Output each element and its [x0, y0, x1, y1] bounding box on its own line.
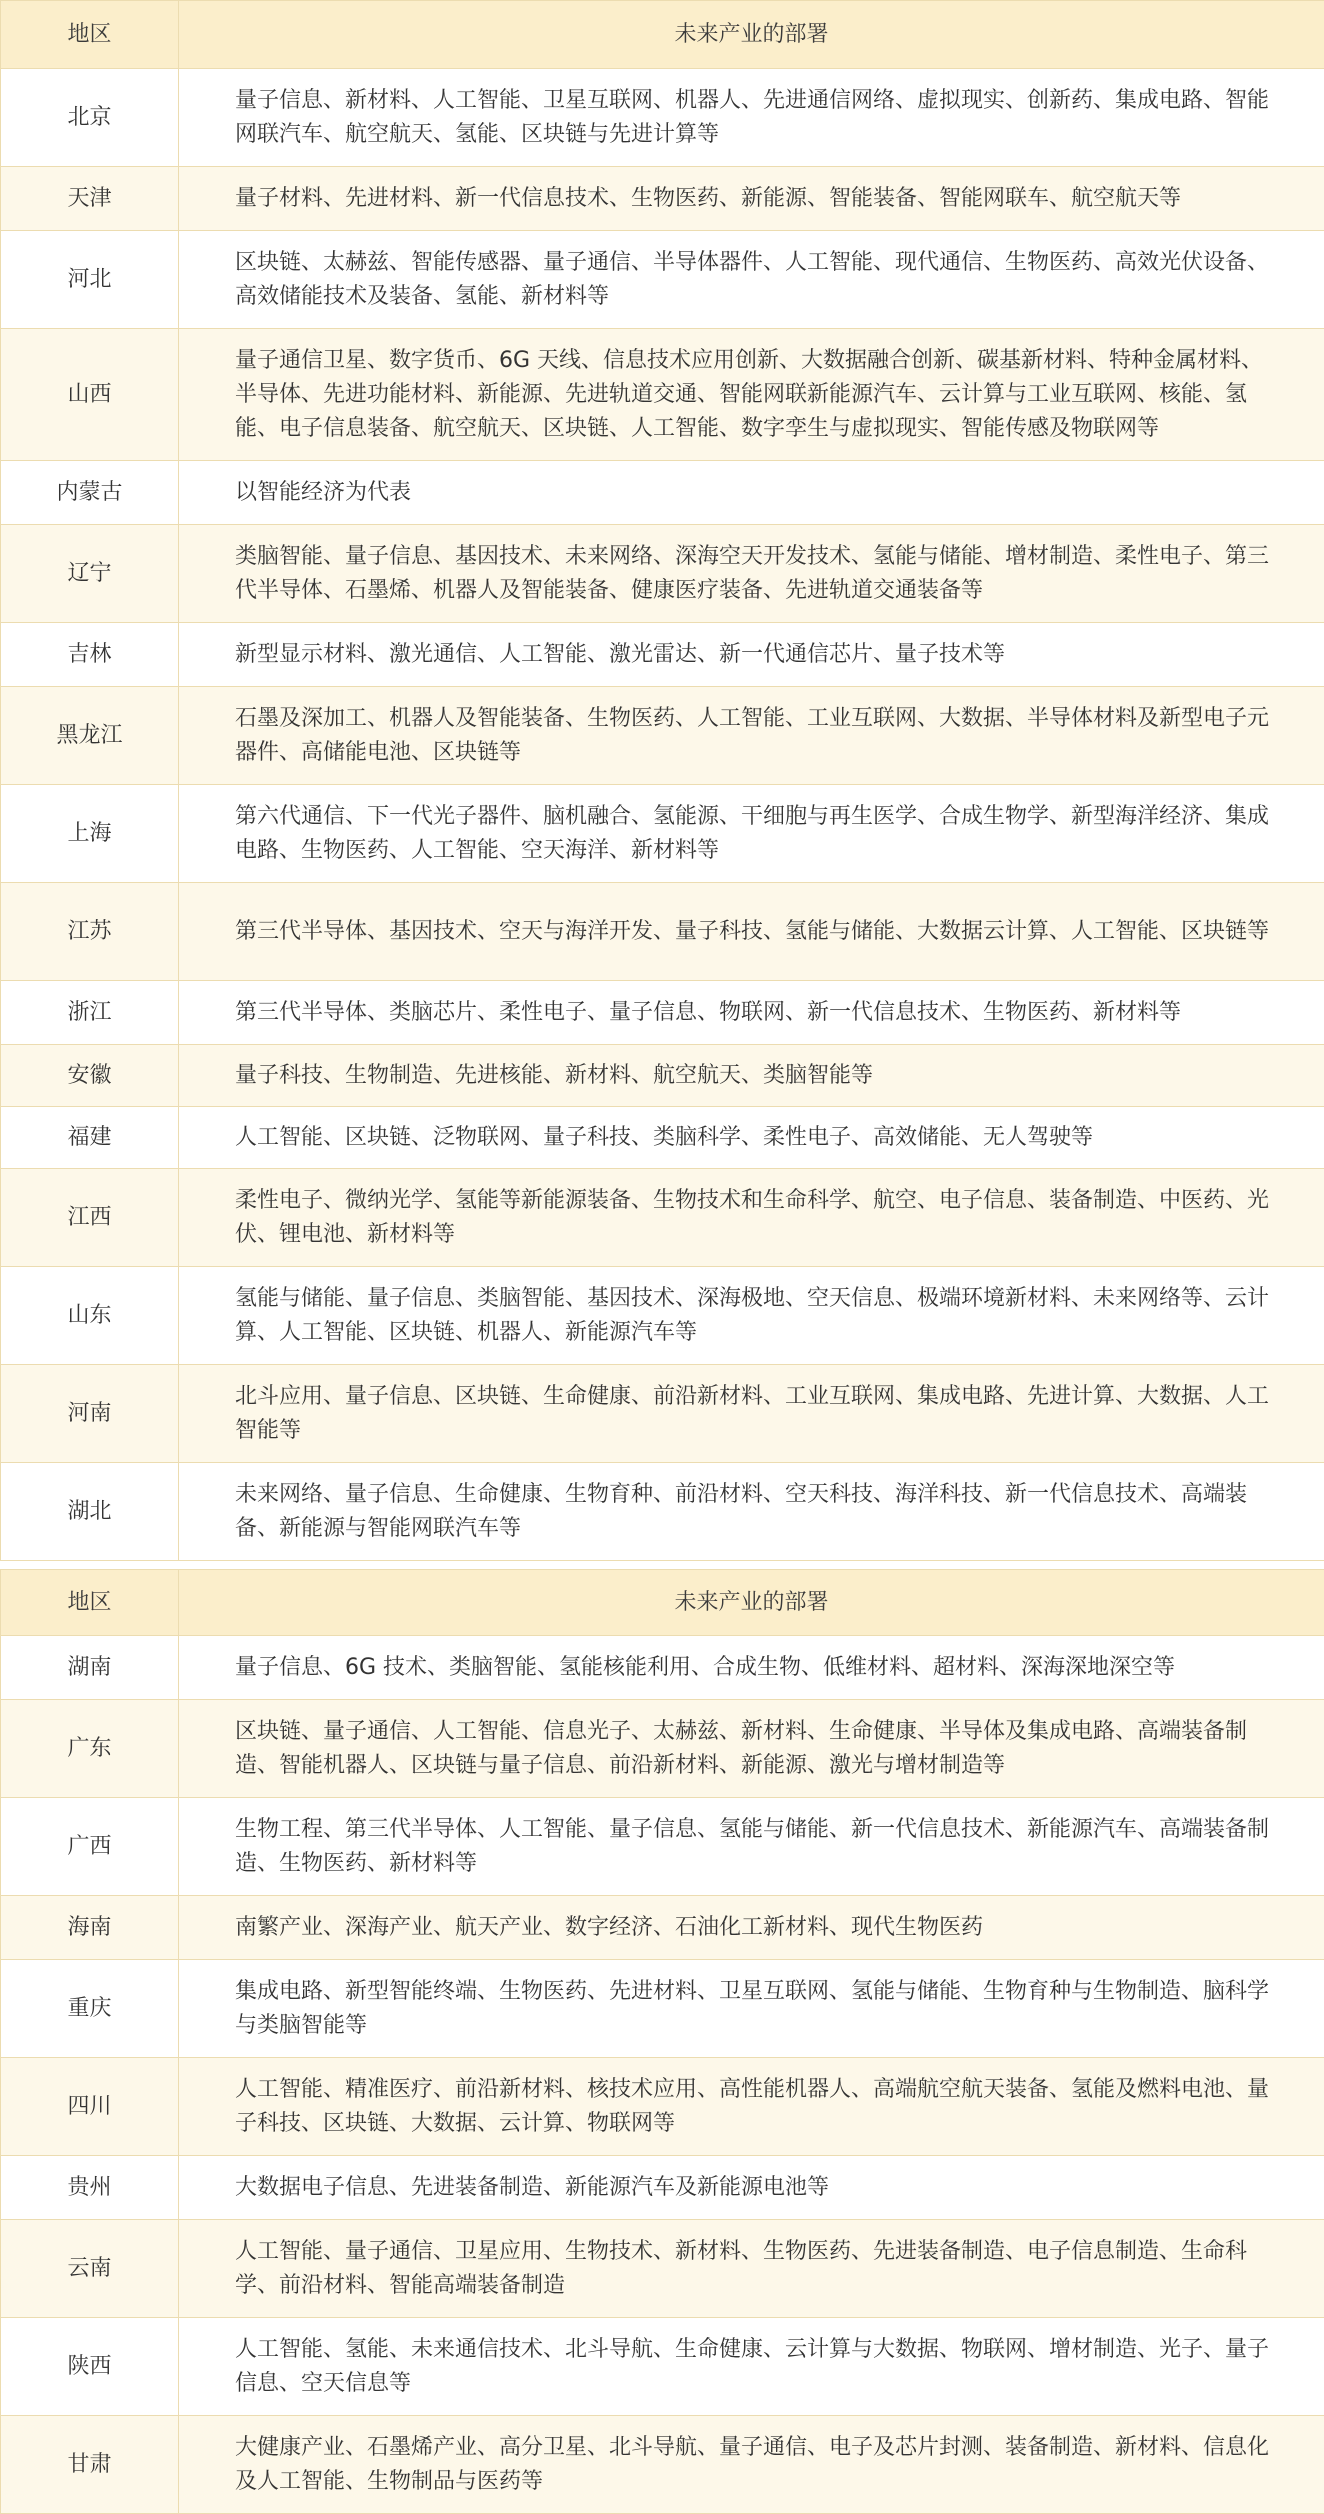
- table-row: [1, 69, 1324, 167]
- region-cell: 黑龙江: [1, 687, 179, 785]
- table-row: [1, 461, 1324, 525]
- industry-cell: 新型显示材料、激光通信、人工智能、激光雷达、新一代通信芯片、量子技术等: [179, 623, 1324, 687]
- table-row: [1, 623, 1324, 687]
- region-cell: 天津: [1, 167, 179, 231]
- header-region: 地区: [1, 1, 179, 69]
- table-row: [1, 2416, 1324, 2514]
- table-header-row: [1, 1570, 1324, 1636]
- industry-cell: 人工智能、量子通信、卫星应用、生物技术、新材料、生物医药、先进装备制造、电子信息制造、生命科学、前沿材料、智能高端装备制造: [179, 2220, 1324, 2318]
- table-row: [1, 2156, 1324, 2220]
- industry-cell: 大健康产业、石墨烯产业、高分卫星、北斗导航、量子通信、电子及芯片封测、装备制造、新材料、信息化及人工智能、生物制品与医药等: [179, 2416, 1324, 2514]
- industry-cell: 未来网络、量子信息、生命健康、生物育种、前沿材料、空天科技、海洋科技、新一代信息技术、高端装备、新能源与智能网联汽车等: [179, 1463, 1324, 1561]
- region-cell: 贵州: [1, 2156, 179, 2220]
- future-industry-table-part2: [0, 1569, 1324, 2514]
- region-cell: 江苏: [1, 883, 179, 981]
- industry-cell: 量子信息、6G 技术、类脑智能、氢能核能利用、合成生物、低维材料、超材料、深海深地深空等: [179, 1636, 1324, 1700]
- industry-cell: 量子科技、生物制造、先进核能、新材料、航空航天、类脑智能等: [179, 1045, 1324, 1107]
- industry-cell: 集成电路、新型智能终端、生物医药、先进材料、卫星互联网、氢能与储能、生物育种与生物制造、脑科学与类脑智能等: [179, 1960, 1324, 2058]
- region-cell: 河北: [1, 231, 179, 329]
- region-cell: 湖南: [1, 1636, 179, 1700]
- region-cell: 辽宁: [1, 525, 179, 623]
- region-cell: 内蒙古: [1, 461, 179, 525]
- table-row: [1, 329, 1324, 461]
- header-industry: 未来产业的部署: [179, 1, 1324, 69]
- table-row: [1, 785, 1324, 883]
- industry-cell: 第三代半导体、基因技术、空天与海洋开发、量子科技、氢能与储能、大数据云计算、人工智能、区块链等: [179, 883, 1324, 981]
- region-cell: 四川: [1, 2058, 179, 2156]
- industry-cell: 第六代通信、下一代光子器件、脑机融合、氢能源、干细胞与再生医学、合成生物学、新型海洋经济、集成电路、生物医药、人工智能、空天海洋、新材料等: [179, 785, 1324, 883]
- table-row: [1, 2058, 1324, 2156]
- table-row: [1, 1267, 1324, 1365]
- region-cell: 吉林: [1, 623, 179, 687]
- region-cell: 广西: [1, 1798, 179, 1896]
- table-row: [1, 1960, 1324, 2058]
- header-industry: 未来产业的部署: [179, 1570, 1324, 1636]
- industry-cell: 以智能经济为代表: [179, 461, 1324, 525]
- region-cell: 甘肃: [1, 2416, 179, 2514]
- table-row: [1, 1107, 1324, 1169]
- industry-cell: 柔性电子、微纳光学、氢能等新能源装备、生物技术和生命科学、航空、电子信息、装备制造、中医药、光伏、锂电池、新材料等: [179, 1169, 1324, 1267]
- industry-cell: 量子材料、先进材料、新一代信息技术、生物医药、新能源、智能装备、智能网联车、航空航天等: [179, 167, 1324, 231]
- table-gap: [0, 1561, 1324, 1569]
- industry-cell: 人工智能、精准医疗、前沿新材料、核技术应用、高性能机器人、高端航空航天装备、氢能及燃料电池、量子科技、区块链、大数据、云计算、物联网等: [179, 2058, 1324, 2156]
- industry-cell: 人工智能、氢能、未来通信技术、北斗导航、生命健康、云计算与大数据、物联网、增材制造、光子、量子信息、空天信息等: [179, 2318, 1324, 2416]
- industry-cell: 大数据电子信息、先进装备制造、新能源汽车及新能源电池等: [179, 2156, 1324, 2220]
- table-row: [1, 167, 1324, 231]
- table-row: [1, 1896, 1324, 1960]
- industry-cell: 第三代半导体、类脑芯片、柔性电子、量子信息、物联网、新一代信息技术、生物医药、新材料等: [179, 981, 1324, 1045]
- table-row: [1, 1169, 1324, 1267]
- region-cell: 河南: [1, 1365, 179, 1463]
- table-row: [1, 883, 1324, 981]
- industry-cell: 量子信息、新材料、人工智能、卫星互联网、机器人、先进通信网络、虚拟现实、创新药、集成电路、智能网联汽车、航空航天、氢能、区块链与先进计算等: [179, 69, 1324, 167]
- table-row: [1, 687, 1324, 785]
- region-cell: 陕西: [1, 2318, 179, 2416]
- table-row: [1, 2318, 1324, 2416]
- table-row: [1, 1463, 1324, 1561]
- region-cell: 福建: [1, 1107, 179, 1169]
- table-row: [1, 1636, 1324, 1700]
- region-cell: 上海: [1, 785, 179, 883]
- table-row: [1, 2220, 1324, 2318]
- region-cell: 重庆: [1, 1960, 179, 2058]
- table-row: [1, 1798, 1324, 1896]
- industry-cell: 类脑智能、量子信息、基因技术、未来网络、深海空天开发技术、氢能与储能、增材制造、柔性电子、第三代半导体、石墨烯、机器人及智能装备、健康医疗装备、先进轨道交通装备等: [179, 525, 1324, 623]
- industry-cell: 生物工程、第三代半导体、人工智能、量子信息、氢能与储能、新一代信息技术、新能源汽车、高端装备制造、生物医药、新材料等: [179, 1798, 1324, 1896]
- table-header-row: [1, 1, 1324, 69]
- industry-cell: 北斗应用、量子信息、区块链、生命健康、前沿新材料、工业互联网、集成电路、先进计算、大数据、人工智能等: [179, 1365, 1324, 1463]
- industry-cell: 区块链、量子通信、人工智能、信息光子、太赫兹、新材料、生命健康、半导体及集成电路、高端装备制造、智能机器人、区块链与量子信息、前沿新材料、新能源、激光与增材制造等: [179, 1700, 1324, 1798]
- table-row: [1, 1045, 1324, 1107]
- region-cell: 浙江: [1, 981, 179, 1045]
- region-cell: 云南: [1, 2220, 179, 2318]
- table-row: [1, 1700, 1324, 1798]
- region-cell: 江西: [1, 1169, 179, 1267]
- region-cell: 广东: [1, 1700, 179, 1798]
- region-cell: 山西: [1, 329, 179, 461]
- table-row: [1, 1365, 1324, 1463]
- region-cell: 安徽: [1, 1045, 179, 1107]
- industry-cell: 石墨及深加工、机器人及智能装备、生物医药、人工智能、工业互联网、大数据、半导体材料及新型电子元器件、高储能电池、区块链等: [179, 687, 1324, 785]
- industry-cell: 南繁产业、深海产业、航天产业、数字经济、石油化工新材料、现代生物医药: [179, 1896, 1324, 1960]
- table-row: [1, 981, 1324, 1045]
- region-cell: 山东: [1, 1267, 179, 1365]
- industry-cell: 人工智能、区块链、泛物联网、量子科技、类脑科学、柔性电子、高效储能、无人驾驶等: [179, 1107, 1324, 1169]
- region-cell: 海南: [1, 1896, 179, 1960]
- header-region: 地区: [1, 1570, 179, 1636]
- table-row: [1, 231, 1324, 329]
- industry-cell: 量子通信卫星、数字货币、6G 天线、信息技术应用创新、大数据融合创新、碳基新材料、特种金属材料、半导体、先进功能材料、新能源、先进轨道交通、智能网联新能源汽车、云计算与工业互联网、核能、氢能、电子信息装备、航空航天、区块链、人工智能、数字孪生与虚拟现实、智能传感及物联网等: [179, 329, 1324, 461]
- table-row: [1, 525, 1324, 623]
- region-cell: 湖北: [1, 1463, 179, 1561]
- industry-cell: 区块链、太赫兹、智能传感器、量子通信、半导体器件、人工智能、现代通信、生物医药、高效光伏设备、高效储能技术及装备、氢能、新材料等: [179, 231, 1324, 329]
- industry-cell: 氢能与储能、量子信息、类脑智能、基因技术、深海极地、空天信息、极端环境新材料、未来网络等、云计算、人工智能、区块链、机器人、新能源汽车等: [179, 1267, 1324, 1365]
- region-cell: 北京: [1, 69, 179, 167]
